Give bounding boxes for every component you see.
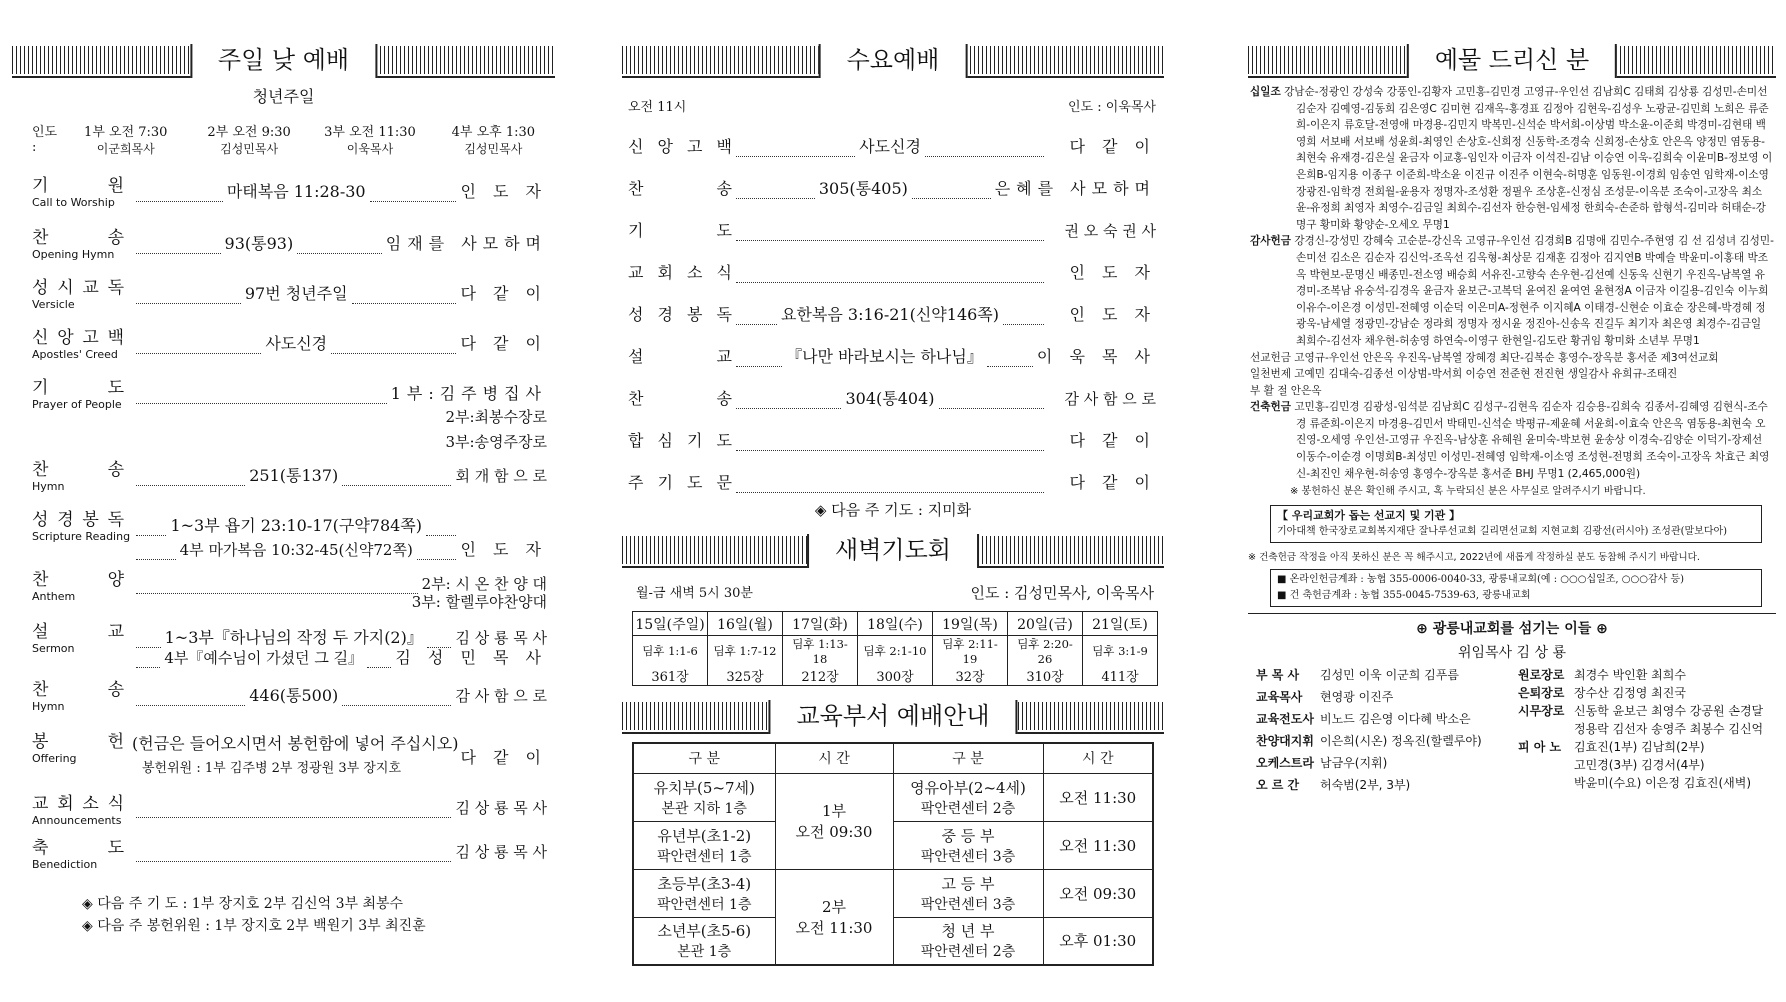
order-title-en: Apostles' Creed [32, 348, 118, 361]
staff-role: 은퇴장로 [1518, 685, 1565, 700]
order-title-en: Benediction [32, 858, 98, 871]
wednesday-order-item [628, 451, 1156, 493]
dawn-text: 딤후 1:13-18 [783, 636, 858, 667]
order-leader: 다 같 이 [1069, 473, 1156, 492]
staff-names: 고민경(3부) 김경서(4부) [1574, 757, 1705, 772]
order-content: 사도신경 [859, 137, 921, 156]
order-content: 요한복음 3:16-21(신약146쪽) [781, 305, 999, 324]
wednesday-leader: 인도 : 이욱목사 [1068, 100, 1156, 115]
sunday-service-title: 주일 낮 예배 [190, 44, 377, 78]
order-content: 『나만 바라보시는 하나님』 [786, 347, 983, 366]
dawn-header [622, 534, 1164, 568]
edu-col-dept: 구 분 [633, 743, 775, 773]
order-item [32, 833, 547, 879]
order-leader: 회 개 함 으 로 [455, 467, 547, 485]
mission-partners: 【 우리교회가 돕는 선교지 및 기관 】 기아대책 한국장로교회복지재단 잘나루선교회 길리면선교회 지현교회 김광선(러시아) 조성관(말보다아) [1270, 505, 1762, 543]
senior-pastor: 위임목사 김 상 룡 [1457, 644, 1567, 661]
order-leader: 2부: 시 온 찬 양 대 [421, 575, 547, 593]
order-title: 찬 송 [628, 179, 732, 198]
order-item [32, 789, 547, 833]
staff-role [1518, 756, 1574, 774]
service-4: 4부 오후 1:30 김성민목사 [451, 125, 536, 156]
order-title-en: Offering [32, 752, 77, 765]
staff-role [1518, 720, 1574, 738]
wednesday-time: 오전 11시 [628, 100, 687, 115]
order-leader: 다 같 이 [460, 284, 547, 303]
dawn-hymn: 325장 [708, 666, 783, 686]
staff-row [1518, 720, 1776, 738]
order-title: 합 심 기 도 [628, 431, 732, 450]
dawn-text: 딤후 2:20-26 [1008, 636, 1083, 667]
service-3: 3부 오전 11:30 이욱목사 [324, 125, 416, 156]
education-row [633, 821, 1153, 869]
education-row [633, 773, 1153, 821]
order-title: 성 경 봉 독 [628, 305, 732, 324]
order-title: 찬 송 [32, 680, 126, 700]
staff-row [1256, 710, 1518, 728]
mission-offering: 선교헌금 고영규-우인선 안은옥 우진옥-남복열 장혜경 최단-김복순 홍영수-장옥분 홍서준 제3여선교회 [1250, 351, 1719, 364]
order-leader: 임재를 사모하며 [385, 234, 548, 253]
sermon-4: 4부『예수님이 가셨던 그 길』 [164, 649, 364, 667]
staff-role: 오케스트라 [1256, 755, 1314, 770]
dawn-day: 15일(주일) [633, 612, 708, 636]
staff-names: 신동학 윤보근 최영수 강공원 손경달 [1574, 703, 1764, 718]
staff-role: 오 르 간 [1256, 777, 1300, 792]
order-item [32, 727, 547, 789]
order-content: 305(통405) [818, 179, 908, 198]
prayer-2: 2부:최봉수장로 [445, 408, 547, 426]
staff-role: 찬양대지휘 [1256, 733, 1314, 748]
order-title-en: Scripture Reading [32, 530, 131, 543]
staff-row [1256, 776, 1518, 794]
wednesday-order [622, 115, 1164, 493]
order-leader: 인 도 자 [1069, 263, 1156, 282]
account-info [1270, 569, 1762, 607]
staff-names: 남금우(지휘) [1320, 755, 1388, 770]
staff-row [1256, 754, 1518, 772]
edu-dept: 소년부(초5-6) 본관 1층 [633, 917, 775, 965]
order-content: 251(통137) [249, 466, 339, 485]
scripture-leader: 인 도 자 [460, 540, 548, 559]
staff-row [1518, 756, 1776, 774]
staff-row [1256, 688, 1518, 706]
tithe-list: 십일조 강남순-정광인 강성숙 강풍인-김황자 고민홍-김민경 고영규-우인선 김남희C 김태희 김상룡 김성민-손미선 김순자 김예영-김동희 김은영C 김미현 김재옥-홍경표 김정아 김현욱-김성우 노광균-김민희 노희은 류준희-이은지 류호달-전영애 마경용-김민지 박복민-신석순 박서희-이상범 박소윤-이준희 박경미-김현태 백영희 서보배 서보배 성윤희-최영인 손상호-신희정 신동학-조경숙 신희정-손상호 안은옥 양정민 염동용-최현숙 유재경-김은실 윤금자 이교홍-임인자 이금자 이석진-김남 이승연 이욱-김희숙 이윤미B-정보영 이은희B-임지용 이종구 이준희-박소윤 이진규 이진주 이현숙-허명훈 임동원-이경희 임송연 임학재-이소영 장광진-임학경 전희월-윤용자 정명자-조성환 정필우 조상훈-신정심 조성문-이옥분 조숙이-고장옥 최소윤-유정희 최영자 최영수-김금일 최희수-김선자 한승현-임세정 한희숙-손준하 함형석-김미라 허태순-강명구 황미화 황양순-오세오 무명1 [1250, 86, 1773, 231]
order-title-en: Prayer of People [32, 398, 122, 411]
dawn-hymn: 300장 [858, 666, 933, 686]
daily-offering: 일천번제 고예민 김대숙-김종선 이상범-박서희 이승연 전준현 전진현 생일감사 유희규-조태진 [1250, 368, 1678, 381]
order-title-en: Sermon [32, 642, 75, 655]
prayer-3: 3부:송영주장로 [445, 433, 547, 451]
confirm-note: ※ 봉헌하신 분은 확인해 주시고, 혹 누락되신 분은 사무실로 알려주시기 바랍니다. [1290, 486, 1646, 498]
edu-dept: 유년부(초1-2) 팍안련센터 1층 [633, 821, 775, 869]
order-leader: 은혜를 사모하며 [994, 179, 1156, 198]
staff-row [1518, 684, 1776, 702]
order-leader: 권 오 숙 권 사 [1064, 222, 1156, 240]
staff-names: 박윤미(수요) 이은정 김효진(새벽) [1574, 775, 1752, 790]
order-item [32, 323, 547, 373]
order-item [32, 617, 547, 675]
edu-dept: 영유아부(2~4세) 팍안련센터 2층 [893, 773, 1043, 821]
order-leader: 다 같 이 [460, 334, 547, 353]
order-title-en: Hymn [32, 480, 65, 493]
order-item [32, 505, 547, 565]
dawn-hymn: 310장 [1008, 666, 1083, 686]
edu-time: 2부 오전 11:30 [775, 869, 893, 965]
staff-names: 현영광 이진주 [1320, 689, 1394, 704]
order-title: 찬 송 [628, 389, 732, 408]
education-title: 교육부서 예배안내 [768, 700, 1017, 734]
order-leader: 다 같 이 [460, 748, 547, 767]
edu-time: 오전 09:30 [1043, 869, 1153, 917]
staff-role: 피 아 노 [1518, 739, 1562, 754]
wednesday-order-item [628, 325, 1156, 367]
staff-left [1256, 666, 1518, 798]
dawn-title: 새벽기도회 [807, 534, 979, 568]
dawn-day: 20일(금) [1008, 612, 1083, 636]
dawn-hymn: 361장 [633, 666, 708, 686]
order-title: 찬 송 [32, 460, 126, 480]
offerings-title: 예물 드리신 분 [1407, 44, 1617, 78]
staff-row [1518, 702, 1776, 720]
order-title: 신 앙 고 백 [628, 137, 732, 156]
order-content: 446(통500) [249, 686, 339, 705]
wednesday-header [622, 44, 1164, 78]
staff-names: 비노드 김은영 이다혜 박소은 [1320, 711, 1471, 726]
order-leader: 인 도 자 [460, 182, 547, 201]
edu-col-time: 시 간 [775, 743, 893, 773]
staff-names: 정용락 김선자 송영주 최봉수 김신억 [1574, 721, 1764, 736]
order-title: 설 교 [628, 347, 732, 366]
offering-note: (헌금은 들어오시면서 봉헌함에 넣어 주십시오) [132, 734, 459, 753]
order-title-en: Versicle [32, 298, 75, 311]
order-leader: 인 도 자 [1069, 305, 1156, 324]
staff-role: 원로장로 [1518, 667, 1565, 682]
staff-names: 최경수 박인환 최희수 [1574, 667, 1686, 682]
staff-names: 장수산 김정영 최진국 [1574, 685, 1686, 700]
thanks-list: 감사헌금 강경신-강성민 강혜숙 고순분-강신옥 고영규-우인선 김경희B 김명애 김민수-주현영 김 선 김성녀 김성민-손미선 김소은 김순자 김신억-조옥선 김옥형-최상문 김재훈 김정아 김지연B 박예슬 박윤미-이홍태 박조옥 박현보-문명신 배종민-전소영 배승희 서유진-고향숙 손우현-김선예 신동욱 신현기 우진옥-남복열 유경미-조복남 유숭석-김경옥 윤금자 윤보근-고복덕 윤여진 윤여연 윤현정A 이금자 이길용-김인숙 이누희 이유수-이은경 이성민-전혜영 이순덕 이은미A-정현주 이지혜A 이태경-신현순 이효순 장은혜-박경혜 정광욱-남세열 정광민-강남순 정라희 정명자 정시윤 정진아-신송옥 진길두 최기자 최은영 최경수-김금일 최희수-김선자 채우현-허송영 하연숙-이영구 한현일-김도란 황귀임 황미화 소년부 무명1 [1250, 235, 1774, 347]
order-item [32, 273, 547, 323]
dawn-text: 딤후 1:1-6 [633, 636, 708, 667]
staff-role: 부 목 사 [1256, 667, 1300, 682]
order-leader: 다 같 이 [1069, 137, 1157, 156]
next-week-prayer: ◈ 다음 주 기 도 : 1부 장지호 2부 김신억 3부 최봉수 [82, 896, 404, 912]
dawn-day: 21일(토) [1083, 612, 1158, 636]
staff-names: 허숙범(2부, 3부) [1320, 777, 1411, 792]
wednesday-order-item [628, 241, 1156, 283]
order-title: 성 경 봉 독 [32, 510, 126, 530]
edu-dept: 고 등 부 팍안련센터 3층 [893, 869, 1043, 917]
education-header [622, 700, 1164, 734]
staff-row [1518, 774, 1776, 792]
sunday-service-header [12, 44, 555, 78]
staff-row [1256, 732, 1518, 750]
building-list: 건축헌금 고민홍-김민경 김광성-임석분 김남희C 김성구-김현옥 김순자 김승용-김희숙 김종서-김혜영 김현식-조수경 류준희-이은지 마경용-김민서 박태민-신석순 박평규-제윤혜 서윤희-이효숙 안은옥 염동용-최현숙 오진영-오세영 우인선-고영규 우진옥-남상훈 유혜원 윤미숙-박보현 윤송상 이경숙-김양순 이덕기-장제선 이동수-이순경 이명희B-최성민 이성민-전혜영 임학재-이소영 조성현-전명희 조숙이-고장옥 차효근 최영신-최진인 채우현-허송영 홍영수-장옥분 홍서준 BHJ 무명1 (2,465,000원) [1250, 401, 1770, 480]
order-leader: 감 사 함 으 로 [1064, 390, 1156, 408]
order-title: 봉 헌 [32, 732, 126, 752]
staff-right [1518, 666, 1776, 798]
order-leader: 김 상 룡 목 사 [455, 799, 547, 817]
order-title-en: Opening Hymn [32, 248, 115, 261]
next-week-offering: ◈ 다음 주 봉헌위원 : 1부 장지호 2부 백원기 3부 최진훈 [82, 918, 426, 934]
order-title: 신 앙 고 백 [32, 328, 126, 348]
order-leader: 김 상 룡 목 사 [455, 843, 547, 861]
leader-label: 인도 : [32, 125, 58, 155]
order-content: 304(통404) [845, 389, 935, 408]
scripture-4: 4부 마가복음 10:32-45(신약72쪽) [179, 541, 413, 559]
online-account: ■ 온라인헌금계좌 : 농협 355-0006-0040-33, 광릉내교회(예 : ○○○십일조, ○○○감사 등) [1277, 573, 1685, 585]
wednesday-order-item [628, 283, 1156, 325]
offerings-header [1248, 44, 1776, 78]
order-leader: 감 사 함 으 로 [455, 687, 547, 705]
wednesday-order-item [628, 367, 1156, 409]
order-leader: 이 욱 목 사 [1036, 347, 1157, 366]
order-item [32, 455, 547, 505]
order-title: 주 기 도 문 [628, 473, 732, 492]
order-leader: 다 같 이 [1069, 431, 1156, 450]
service-1: 1부 오전 7:30 이군희목사 [84, 125, 168, 156]
order-content: 93(통93) [224, 234, 294, 253]
order-title: 기 도 [628, 221, 732, 240]
order-title: 기 도 [32, 378, 126, 398]
dawn-day: 17일(화) [783, 612, 858, 636]
edu-dept: 중 등 부 팍안련센터 3층 [893, 821, 1043, 869]
education-row [633, 869, 1153, 917]
order-title: 기 원 [32, 176, 126, 196]
staff-row [1518, 666, 1776, 684]
dawn-schedule-table [632, 611, 1158, 686]
staff-role [1518, 774, 1574, 792]
order-title-en: Call to Worship [32, 196, 115, 209]
order-content: 1~3부 욥기 23:10-17(구약784쪽) [170, 516, 423, 535]
edu-time: 오전 11:30 [1043, 821, 1153, 869]
order-content: 1~3부『하나님의 작정 두 가지(2)』 [164, 628, 423, 647]
dawn-text: 딤후 2:11-19 [933, 636, 1008, 667]
order-leader: 1부:김주병집사 [390, 384, 547, 403]
pledge-note: ※ 건축헌금 작정을 아직 못하신 분은 꼭 해주시고, 2022년에 새롭게 작정하실 분도 동참해 주시기 바랍니다. [1248, 551, 1700, 563]
order-title-en: Hymn [32, 700, 65, 713]
edu-dept: 유치부(5~7세) 본관 지하 1층 [633, 773, 775, 821]
service-2: 2부 오전 9:30 김성민목사 [207, 125, 291, 156]
education-row [633, 917, 1153, 965]
wednesday-order-item [628, 115, 1156, 157]
order-item [32, 223, 547, 273]
edu-col-dept-2: 구 분 [893, 743, 1043, 773]
staff-row [1518, 738, 1776, 756]
order-title: 교 회 소 식 [628, 263, 732, 282]
order-title-en: Anthem [32, 590, 76, 603]
staff-row [1256, 666, 1518, 684]
staff-role: 시무장로 [1518, 703, 1565, 718]
order-title: 찬 양 [32, 570, 126, 590]
offering-team: 봉헌위원 : 1부 김주병 2부 정광원 3부 장지호 [142, 761, 402, 776]
wednesday-title: 수요예배 [819, 44, 968, 78]
dawn-time: 월-금 새벽 5시 30분 [636, 586, 753, 601]
edu-time: 1부 오전 09:30 [775, 773, 893, 869]
edu-col-time-2: 시 간 [1043, 743, 1153, 773]
order-content: 사도신경 [265, 334, 328, 353]
order-title: 교 회 소 식 [32, 794, 126, 814]
staff-names: 김성민 이욱 이군희 김푸름 [1320, 667, 1459, 682]
staff-names: 이은희(시온) 정옥진(할렐루야) [1320, 733, 1482, 748]
staff-role: 교육목사 [1256, 689, 1303, 704]
order-item [32, 171, 547, 223]
wednesday-order-item [628, 199, 1156, 241]
sunday-order [12, 171, 555, 879]
order-title: 축 도 [32, 838, 126, 858]
edu-time: 오전 11:30 [1043, 773, 1153, 821]
order-content: 마태복음 11:28-30 [226, 182, 366, 201]
staff-names: 김효진(1부) 김남희(2부) [1574, 739, 1705, 754]
order-title-en: Announcements [32, 814, 122, 827]
building-account: ■ 건 축헌금계좌 : 농협 355-0045-7539-63, 광릉내교회 [1277, 589, 1531, 601]
dawn-hymn: 411장 [1083, 666, 1158, 686]
sunday-service-section [12, 44, 555, 937]
order-item [32, 373, 547, 455]
order-item [32, 675, 547, 727]
education-table [632, 742, 1154, 966]
sermon-4-preacher: 김 성 민 목 사 [395, 648, 547, 667]
dawn-hymn: 32장 [933, 666, 1008, 686]
wednesday-order-item [628, 409, 1156, 451]
dawn-day: 19일(목) [933, 612, 1008, 636]
dawn-day: 18일(수) [858, 612, 933, 636]
offerings-section [1248, 44, 1776, 798]
dawn-text: 딤후 1:7-12 [708, 636, 783, 667]
dawn-hymn: 212장 [783, 666, 858, 686]
order-title: 성 시 교 독 [32, 278, 126, 298]
order-content: 97번 청년주일 [244, 284, 348, 303]
dawn-leader: 인도 : 김성민목사, 이욱목사 [970, 584, 1154, 602]
easter-offering: 부 활 절 안은옥 [1250, 384, 1322, 397]
sunday-subtitle: 청년주일 [252, 87, 315, 106]
anthem-3: 3부: 할렐루야찬양대 [411, 593, 547, 611]
staff-title: ⊕ 광릉내교회를 섬기는 이들 ⊕ [1416, 620, 1608, 637]
dawn-day: 16일(월) [708, 612, 783, 636]
dawn-text: 딤후 2:1-10 [858, 636, 933, 667]
edu-time: 오후 01:30 [1043, 917, 1153, 965]
edu-dept: 초등부(초3-4) 팍안련센터 1층 [633, 869, 775, 917]
order-title: 찬 송 [32, 228, 126, 248]
order-title: 설 교 [32, 622, 126, 642]
service-times [12, 121, 555, 157]
wednesday-next-prayer: ◈ 다음 주 기도 : 지미화 [814, 501, 972, 519]
order-leader: 김 상 룡 목 사 [455, 629, 547, 647]
edu-dept: 청 년 부 팍안련센터 2층 [893, 917, 1043, 965]
wednesday-order-item [628, 157, 1156, 199]
dawn-text: 딤후 3:1-9 [1083, 636, 1158, 667]
order-item [32, 565, 547, 617]
wednesday-service-section [622, 44, 1164, 966]
staff-role: 교육전도사 [1256, 711, 1314, 726]
